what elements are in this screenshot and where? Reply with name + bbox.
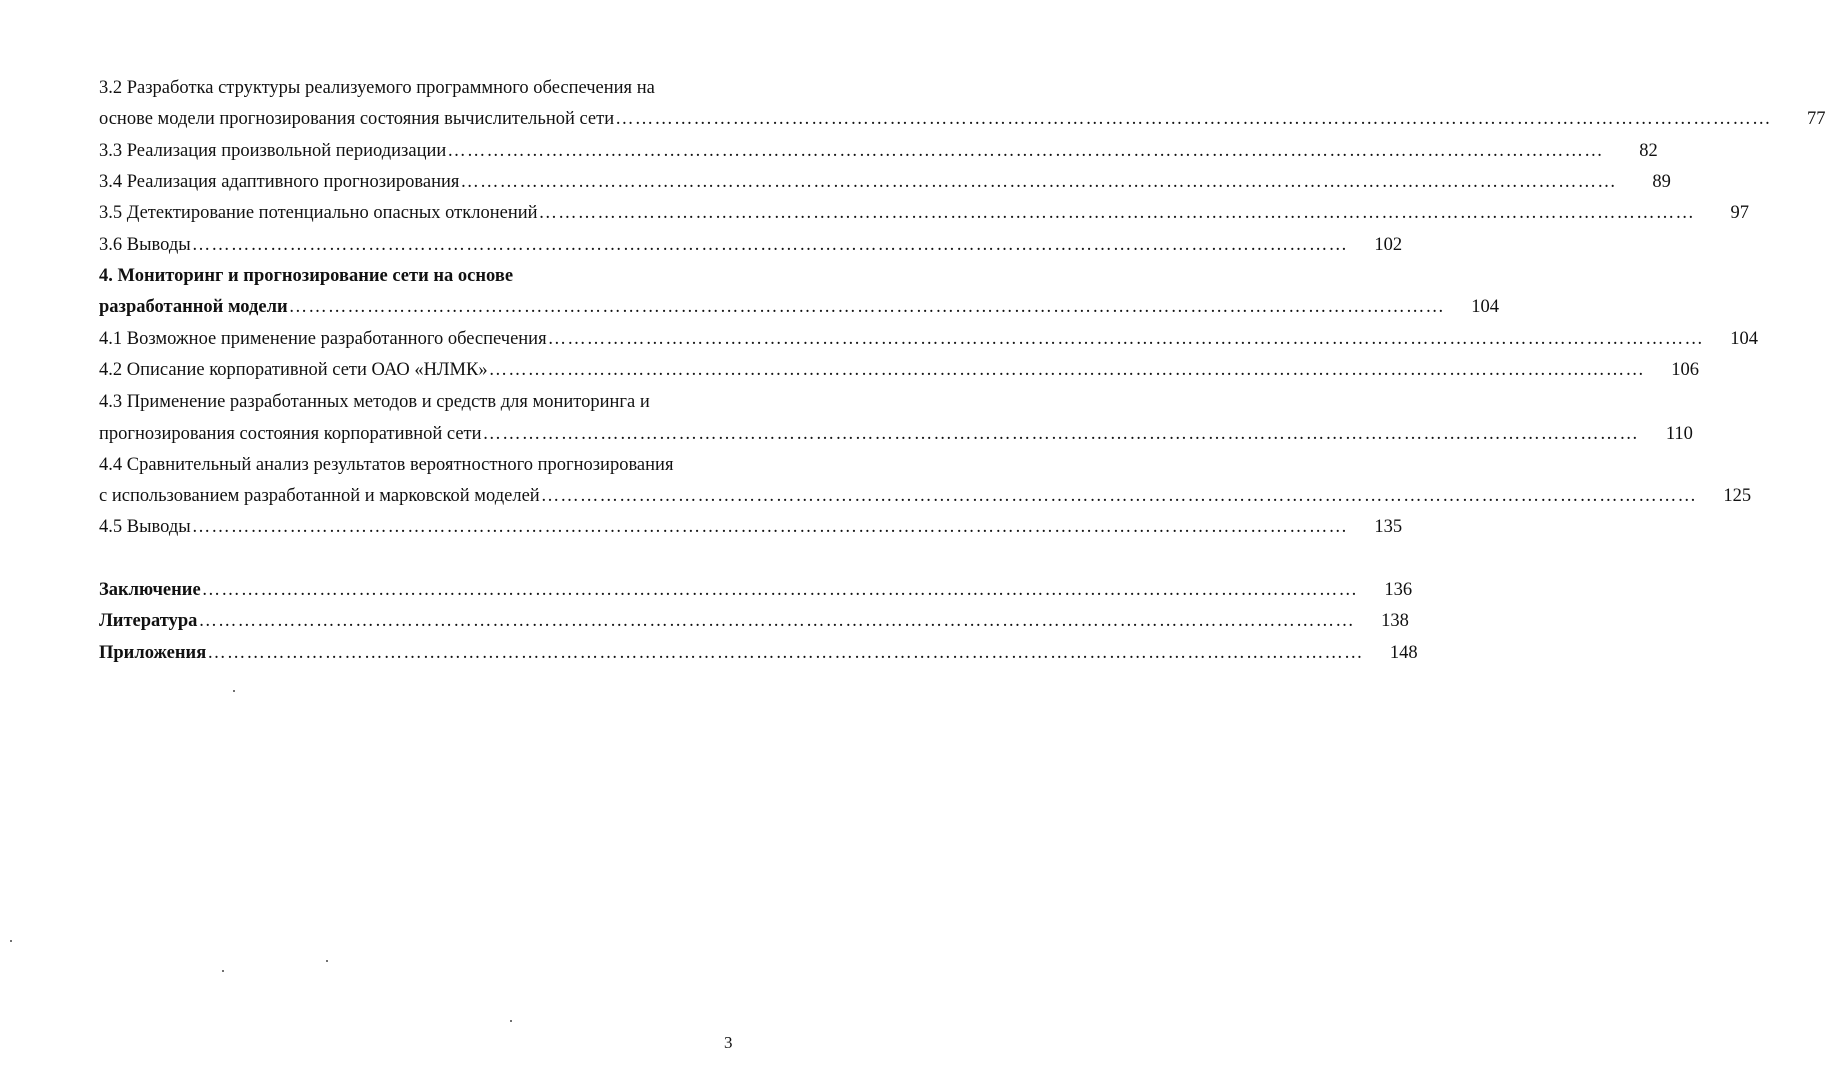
toc-page-number: 102 — [1374, 235, 1403, 255]
toc-page-number: 125 — [1723, 486, 1752, 506]
toc-page-number: 136 — [1384, 580, 1413, 600]
toc-entry-text: 3.2 Разработка структуры реализуемого программного обеспечения на — [99, 78, 655, 98]
scan-speck — [326, 960, 328, 962]
scan-speck — [510, 1020, 512, 1022]
toc-entry-4-1 — [99, 325, 1759, 353]
toc-page-number: 148 — [1389, 643, 1418, 663]
toc-line-3-2a — [99, 74, 735, 102]
toc-page-number: 82 — [1639, 141, 1658, 161]
toc-page-number: 97 — [1730, 203, 1749, 223]
toc-entry-text: разработанной модели — [99, 297, 288, 317]
toc-entry-4-4 — [99, 482, 1752, 510]
leader-dots: …………………………………………………………………………………………………………………………………………………………… — [547, 329, 1705, 349]
toc-entry-text: 4.1 Возможное применение разработанного обеспечения — [99, 329, 547, 349]
leader-dots: …………………………………………………………………………………………………………………………………………………………… — [201, 580, 1359, 600]
toc-entry-text: основе модели прогнозирования состояния вычислительной сети — [99, 109, 615, 129]
toc-entry-text: Приложения — [99, 643, 207, 663]
toc-page-number: 104 — [1730, 329, 1759, 349]
page-number: 3 — [724, 1033, 733, 1052]
toc-chapter-4 — [99, 293, 1500, 321]
toc-entry-4-3 — [99, 420, 1693, 448]
leader-dots: …………………………………………………………………………………………………………………………………………………………… — [488, 360, 1645, 380]
scan-speck — [222, 970, 224, 972]
toc-entry-text: 3.5 Детектирование потенциально опасных отклонений — [99, 203, 538, 223]
toc-entry-4-2 — [99, 356, 1699, 384]
toc-entry-text: 4.3 Применение разработанных методов и средств для мониторинга и — [99, 392, 650, 412]
toc-entry-3-5 — [99, 199, 1749, 227]
toc-references — [99, 607, 1409, 635]
leader-dots: …………………………………………………………………………………………………………………………………………………………… — [447, 141, 1604, 161]
toc-entry-3-2 — [99, 105, 1826, 133]
toc-chapter-4-line1 — [99, 262, 735, 290]
leader-dots: …………………………………………………………………………………………………………………………………………………………… — [207, 643, 1364, 663]
toc-page-number: 104 — [1471, 297, 1500, 317]
leader-dots: …………………………………………………………………………………………………………………………………………………………… — [482, 424, 1639, 444]
toc-entry-text: Литература — [99, 611, 198, 631]
leader-dots: …………………………………………………………………………………………………………………………………………………………… — [191, 235, 1349, 255]
toc-entry-3-4 — [99, 168, 1671, 196]
leader-dots: …………………………………………………………………………………………………………………………………………………………… — [191, 517, 1349, 537]
toc-entry-text: 4. Мониторинг и прогнозирование сети на основе — [99, 266, 514, 286]
leader-dots: …………………………………………………………………………………………………………………………………………………………… — [288, 297, 1446, 317]
toc-entry-text: 4.5 Выводы — [99, 517, 191, 537]
toc-page-number: 106 — [1671, 360, 1699, 380]
toc-entry-text: 3.4 Реализация адаптивного прогнозирования — [99, 172, 460, 192]
scan-speck — [10, 940, 12, 942]
toc-line-4-4a — [99, 451, 735, 479]
toc-page-number: 138 — [1381, 611, 1409, 631]
toc-page-number: 135 — [1374, 517, 1403, 537]
toc-page-number: 110 — [1665, 424, 1693, 444]
toc-conclusion — [99, 576, 1413, 604]
toc-page-number: 89 — [1652, 172, 1671, 192]
toc-entry-text: прогнозирования состояния корпоративной сети — [99, 424, 482, 444]
toc-appendices — [99, 639, 1418, 667]
scan-speck — [233, 690, 235, 692]
toc-entry-text: 4.4 Сравнительный анализ результатов вероятностного прогнозирования — [99, 455, 674, 475]
toc-entry-text: 4.2 Описание корпоративной сети ОАО «НЛМК» — [99, 360, 488, 380]
leader-dots: …………………………………………………………………………………………………………………………………………………………… — [615, 109, 1772, 129]
toc-entry-4-5 — [99, 513, 1403, 541]
toc-page-number: 77 — [1807, 109, 1826, 129]
leader-dots: …………………………………………………………………………………………………………………………………………………………… — [460, 172, 1617, 192]
leader-dots: …………………………………………………………………………………………………………………………………………………………… — [540, 486, 1698, 506]
toc-entry-3-3 — [99, 137, 1658, 165]
leader-dots: …………………………………………………………………………………………………………………………………………………………… — [538, 203, 1695, 223]
toc-entry-text: 3.3 Реализация произвольной периодизации — [99, 141, 447, 161]
toc-entry-3-6 — [99, 231, 1403, 259]
toc-entry-text: 3.6 Выводы — [99, 235, 191, 255]
toc-entry-text: Заключение — [99, 580, 201, 600]
toc-line-4-3a — [99, 388, 735, 416]
leader-dots: …………………………………………………………………………………………………………………………………………………………… — [198, 611, 1355, 631]
toc-entry-text: с использованием разработанной и марковской моделей — [99, 486, 540, 506]
